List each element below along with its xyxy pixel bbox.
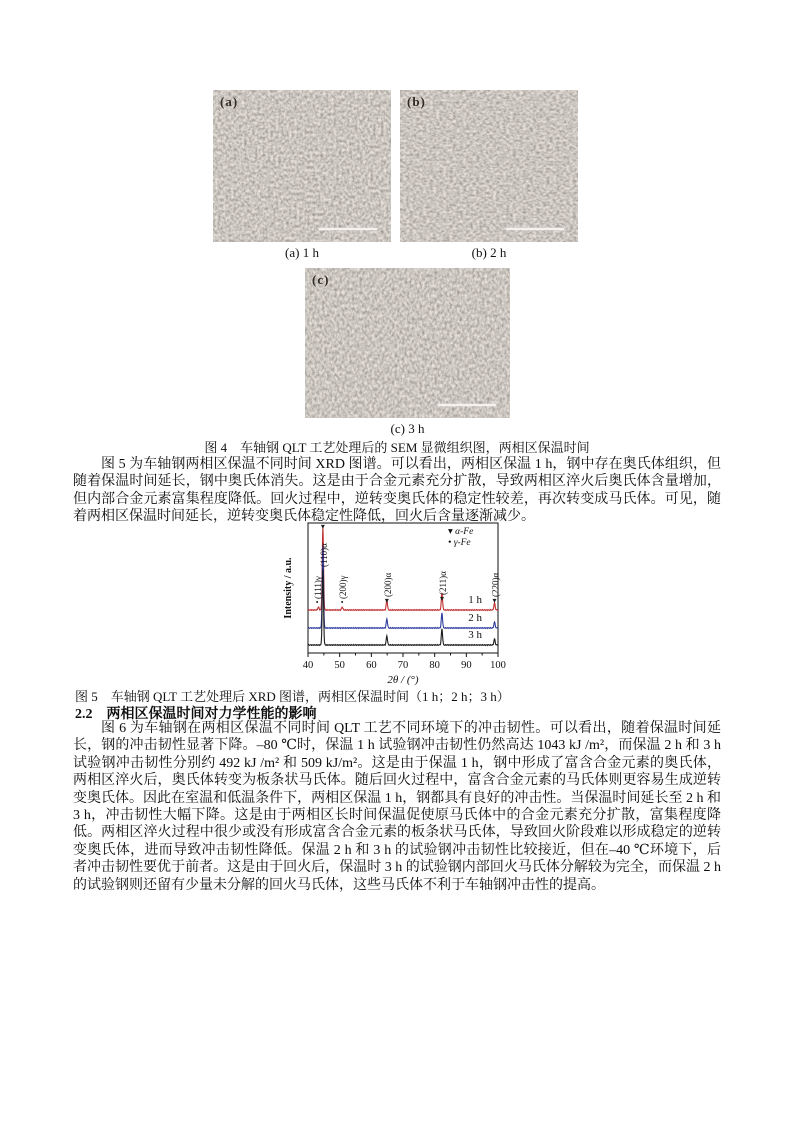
x-tick-label: 100: [490, 660, 506, 671]
peak-label: (111)γ: [313, 576, 324, 599]
figure4-caption: 图 4 车轴钢 QLT 工艺处理后的 SEM 显微组织图，两相区保温时间: [204, 440, 590, 455]
x-tick-label: 80: [429, 660, 440, 671]
section-number: 2.2: [75, 707, 93, 722]
panel-label-a: (a): [220, 94, 239, 109]
sem-texture-c: [305, 268, 510, 418]
subcaption-a: (a) 1 h: [285, 245, 319, 260]
series-label: 2 h: [468, 612, 482, 624]
x-axis-label: 2θ / (°): [387, 674, 419, 686]
subcaption-b: (b) 2 h: [471, 245, 507, 260]
peak-marker-icon: ▾: [492, 596, 497, 605]
peak-marker-icon: •: [340, 598, 344, 607]
peak-label: (211)α: [437, 571, 448, 595]
x-tick-label: 40: [302, 660, 314, 671]
peak-label: (110)α: [318, 543, 329, 567]
sem-micrograph-a: [213, 90, 391, 242]
paragraph-impact-toughness: 图 6 为车轴钢在两相区保温不同时间 QLT 工艺不同环境下的冲击韧性。可以看出，随着保温时间延长，钢的冲击韧性显著下降。–80 ℃时，保温 1 h 试验钢冲击韧性仍然高达 1043 kJ /m²，而保温 2 h 和 3 h 试验钢冲击韧性分别约 492 kJ /m² 和 509 kJ/m²。这是由于保温 1 h，钢中形成了富含合金元素的奥氏体，两相区淬火后，奥氏体转变为板条状马氏体。随后回火过程中，富含合金元素的马氏体则更容易生成逆转变奥氏体。因此在室温和低温条件下，两相区保温 1 h，钢都具有良好的冲击性。当保温时间延长至 2 h 和 3 h，冲击韧性大幅下降。这是由于两相区长时间保温促使原马氏体中的合金元素充分扩散，富集程度降低。两相区淬火过程中很少或没有形成富含合金元素的板条状马氏体，导致回火阶段难以形成稳定的逆转变奥氏体，进而导致冲击韧性降低。保温 2 h 和 3 h 的试验钢冲击韧性比较接近，但在–40 ℃环境下，后者冲击韧性要优于前者。这是由于回火后，保温时 3 h 的试验钢内部回火马氏体分解较为完全，而保温 2 h 的试验钢则还留有少量未分解的回火马氏体，这些马氏体不利于车轴钢冲击性的提高。: [73, 721, 721, 893]
xrd-plot: [281, 521, 516, 691]
legend-entry: ▾ α-Fe: [448, 527, 474, 537]
sem-texture-b: [400, 90, 578, 242]
paragraph-xrd-discussion: 图 5 为车轴钢两相区保温不同时间 XRD 图谱。可以看出，两相区保温 1 h，钢中存在奥氏体组织，但随着保温时间延长，钢中奥氏体消失。这是由于合金元素充分扩散，导致两相区淬火后奥氏体含量增加，但内部合金元素富集程度降低。回火过程中，逆转变奥氏体的稳定性较差，再次转变成马氏体。可见，随着两相区保温时间延长，逆转变奥氏体稳定性降低，回火后含量逐渐减少。: [73, 457, 721, 525]
x-tick-label: 50: [334, 660, 345, 671]
peak-marker-icon: ▾: [439, 594, 444, 603]
peak-marker-icon: •: [315, 598, 319, 607]
scale-bar-icon: [319, 228, 377, 230]
scale-bar-icon: [506, 228, 564, 230]
peak-label: (200)α: [382, 572, 393, 597]
series-label: 1 h: [468, 594, 482, 606]
peak-label: (220)α: [490, 572, 501, 597]
peak-marker-icon: ▾: [320, 522, 325, 531]
panel-label-c: (c): [312, 272, 330, 287]
figure5-caption: 图 5 车轴钢 QLT 工艺处理后 XRD 图谱，两相区保温时间（1 h；2 h；3 h）: [75, 689, 510, 704]
scale-bar-icon: [438, 404, 496, 406]
panel-label-b: (b): [407, 94, 426, 109]
x-tick-label: 70: [397, 660, 409, 671]
y-axis-label: Intensity / a.u.: [283, 557, 294, 619]
section-title: 两相区保温时间对力学性能的影响: [106, 707, 317, 722]
peak-label: (200)γ: [338, 575, 349, 599]
sem-texture-a: [213, 90, 391, 242]
sem-micrograph-c: [305, 268, 510, 418]
peak-marker-icon: ▾: [384, 596, 389, 605]
x-tick-label: 90: [461, 660, 472, 671]
xrd-chart: [281, 521, 516, 691]
subcaption-c: (c) 3 h: [390, 421, 425, 436]
legend-entry: • γ-Fe: [448, 538, 471, 548]
sem-micrograph-b: [400, 90, 578, 242]
x-tick-label: 60: [366, 660, 377, 671]
series-label: 3 h: [468, 629, 482, 641]
